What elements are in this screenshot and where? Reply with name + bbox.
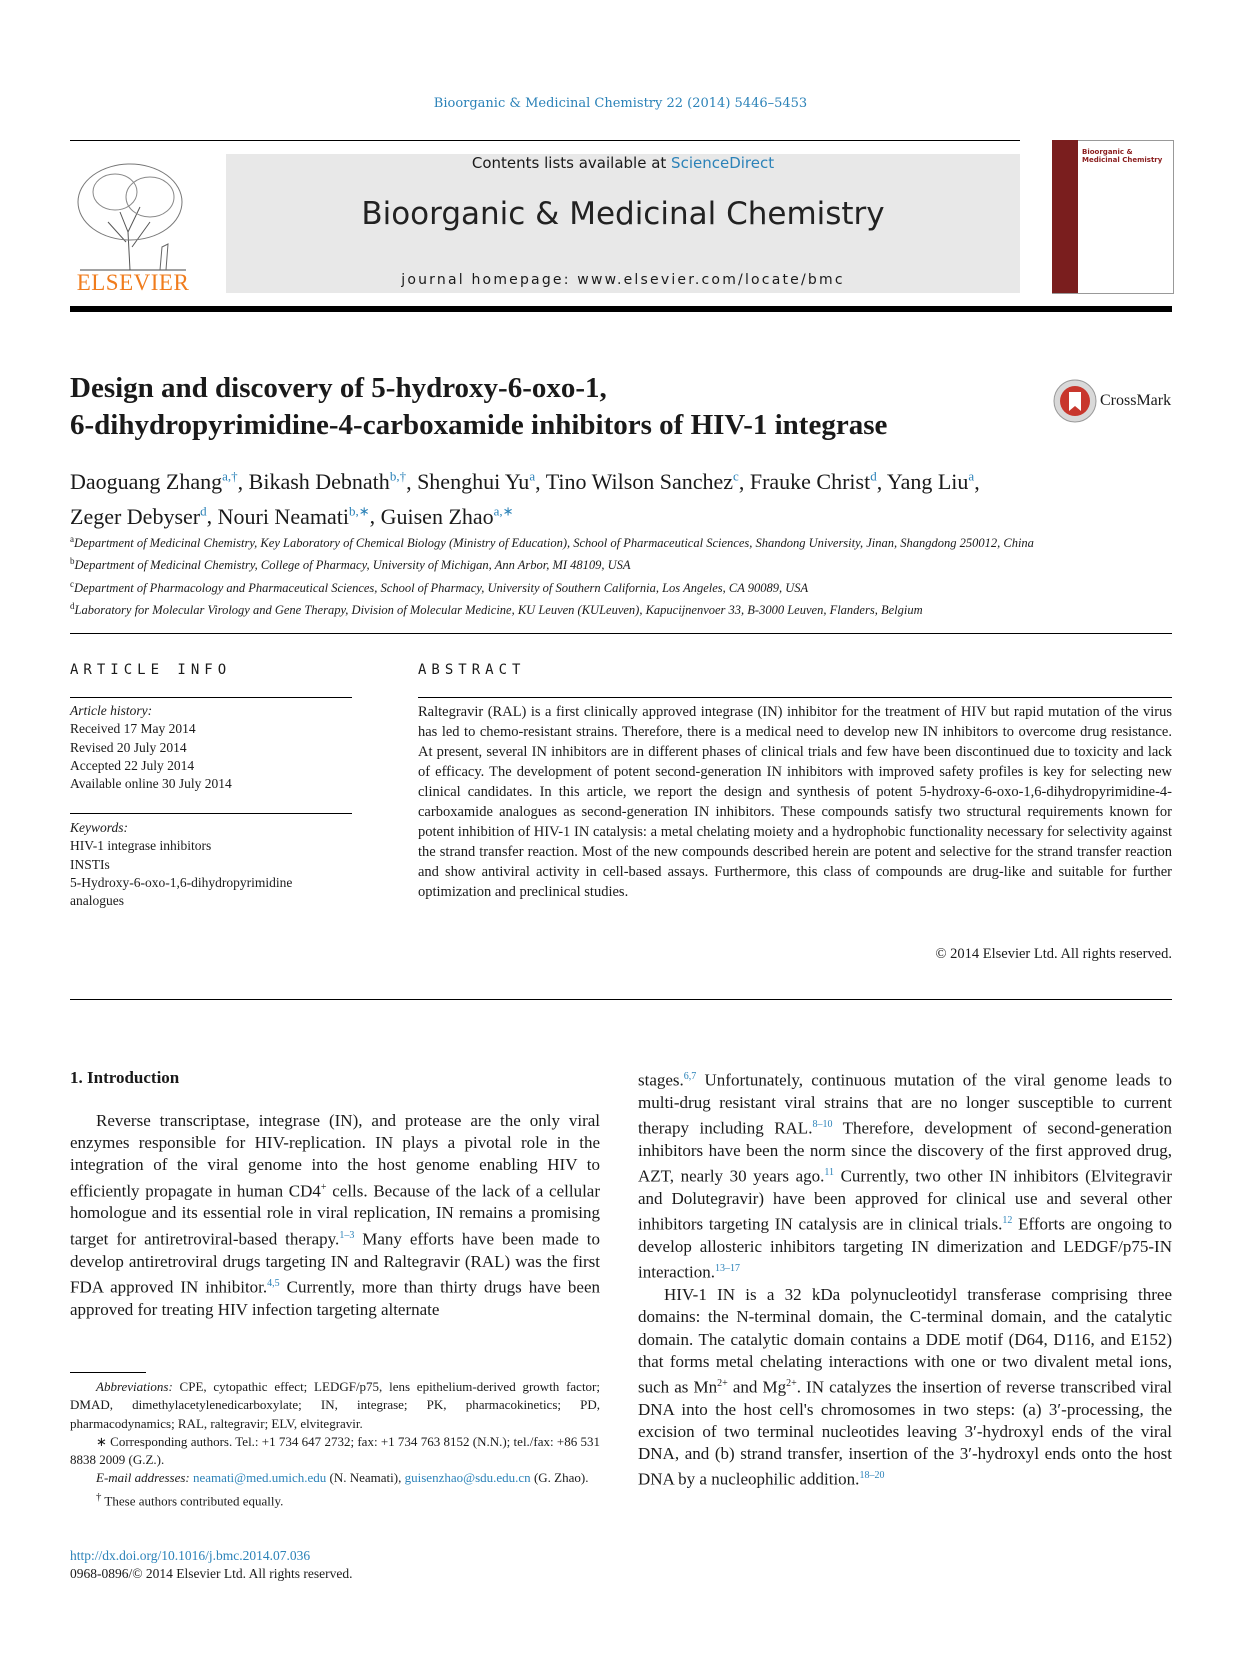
affiliation-rule	[70, 633, 1172, 634]
citation-link[interactable]: 1–3	[339, 1229, 355, 1241]
keywords	[70, 819, 352, 910]
elsevier-wordmark: ELSEVIER	[76, 270, 190, 295]
keywords-rule	[70, 813, 352, 814]
citation-link[interactable]: 18–20	[859, 1470, 885, 1482]
footnote-rule	[70, 1372, 146, 1373]
author[interactable]: Guisen Zhao$^{a,∗}$	[380, 503, 514, 529]
citation-link[interactable]: 11	[824, 1167, 835, 1179]
affiliation: $^a$Department of Medicinal Chemistry, Key Laboratory of Chemical Biology (Ministry of Education), School of Pharmaceutical Sciences, Shandong University, Jinan, Shangdong 250012, China	[70, 534, 1034, 551]
history-item: Accepted 22 July 2014	[70, 757, 195, 773]
history-item: Received 17 May 2014	[70, 721, 196, 737]
author[interactable]: Nouri Neamati$^{b,∗}$	[217, 503, 370, 529]
abstract-copyright: © 2014 Elsevier Ltd. All rights reserved.	[935, 946, 1172, 962]
article-history-label: Article history:	[70, 703, 153, 718]
cover-spine	[1052, 140, 1078, 293]
citation-link[interactable]: 12	[1002, 1215, 1013, 1227]
author-list: Daoguang Zhang$^{a,\dagger}$, Bikash Debnath$^{b,\dagger}$, Shenghui Yu$^a$, Tino Wilson Sanchez$^c$, Frauke Christ$^d$, Yang Liu$^a$, Zeger Debyser$^d$, Nouri Neamati$^{b,∗}$, Guisen Zhao$^{a,∗}$	[70, 469, 980, 529]
contents-line	[226, 154, 1020, 172]
footnotes	[70, 1378, 600, 1510]
author[interactable]: Frauke Christ$^d$	[749, 469, 877, 495]
doi-link[interactable]: http://dx.doi.org/10.1016/j.bmc.2014.07.036	[70, 1548, 311, 1563]
author[interactable]: Zeger Debyser$^d$	[70, 503, 207, 529]
contents-prefix: Contents lists available at	[471, 154, 672, 172]
email-link[interactable]: guisenzhao@sdu.edu.cn	[404, 1470, 531, 1486]
issn-line: 0968-0896/© 2014 Elsevier Ltd. All rights reserved.	[70, 1566, 353, 1581]
intro-paragraph: HIV-1 IN is a 32 kDa polynucleotidyl transferase comprising three domains: the N-terminal domain, the C-terminal domain, and the catalytic domain. The catalytic domain contains a DDE motif (D64, D116, and E152) that forms metal chelating interactions with one or two divalent metal ions, such as $Mn^{2+}$ and $Mg^{2+}$. IN catalyzes the insertion of reverse transcribed viral DNA into the host cell's chromosomes in two steps: (a) 3′-processing, the excision of two terminal nucleotides leaving 3′-hydroxyl ends of the viral DNA, and (b) strand transfer, insertion of the 3′-hydroxyl ends onto the host DNA by a nucleophilic addition.$^{18-20}$	[638, 1285, 1172, 1490]
citation-link[interactable]: 6,7	[683, 1071, 697, 1082]
author[interactable]: Yang Liu$^a$	[886, 469, 975, 495]
crossmark-label[interactable]: CrossMark	[1100, 392, 1172, 409]
affiliation: $^d$Laboratory for Molecular Virology and Gene Therapy, Division of Molecular Medicine, KU Leuven (KULeuven), Kapucijnenvoer 33, B-3000 Leuven, Flanders, Belgium	[70, 601, 923, 618]
email-link[interactable]: neamati@med.umich.edu	[193, 1470, 327, 1486]
journal-reference[interactable]: Bioorganic & Medicinal Chemistry 22 (2014) 5446–5453	[433, 96, 808, 111]
article-info-rule	[70, 697, 352, 698]
author[interactable]: Daoguang Zhang$^{a,\dagger}$	[70, 469, 238, 495]
citation-link[interactable]: 8–10	[812, 1119, 833, 1131]
keywords-label: Keywords:	[70, 820, 128, 835]
article-title	[70, 370, 1030, 444]
section-heading-introduction: 1. Introduction	[70, 1068, 180, 1087]
citation-link[interactable]: 13–17	[714, 1263, 740, 1275]
cover-title: Bioorganic & Medicinal Chemistry	[1082, 148, 1163, 164]
affiliations	[70, 530, 1172, 619]
journal-name: Bioorganic & Medicinal Chemistry	[361, 196, 885, 232]
abstract-heading: ABSTRACT	[418, 662, 526, 678]
sciencedirect-link[interactable]: ScienceDirect	[671, 154, 775, 172]
article-info-heading: ARTICLE INFO	[70, 662, 232, 678]
intro-paragraph: stages.$^{6,7}$ Unfortunately, continuous mutation of the viral genome leads to multi-drug resistant viral strains that are no longer susceptible to current therapy including RAL.$^{8-10}$ Therefore, development of second-generation inhibitors have been the norm since the discovery of the first approved drug, AZT, nearly 30 years ago.$^{11}$ Currently, two other IN inhibitors (Elvitegravir and Dolutegravir) have been approved for clinical use and several other inhibitors targeting IN catalysis are in clinical trials.$^{12}$ Efforts are ongoing to develop allosteric inhibitors targeting IN dimerization and LEDGF/p75-IN interaction.$^{13-17}$	[638, 1070, 1173, 1282]
intro-paragraph: Reverse transcriptase, integrase (IN), and protease are the only viral enzymes responsible for HIV-replication. IN plays a pivotal role in the integration of the viral genome into the host genome enabling HIV to efficiently propagate in human CD4+ cells. Because of the lack of a cellular homologue and its essential role in viral replication, IN remains a promising target for antiretroviral-based therapy.$^{1-3}$ Many efforts have been made to develop antiretroviral drugs targeting IN and Raltegravir (RAL) was the first FDA approved IN inhibitor.$^{4,5}$ Currently, more than thirty drugs have been approved for treating HIV infection targeting alternate	[70, 1111, 600, 1319]
title-line-1: Design and discovery of 5-hydroxy-6-oxo-1,	[70, 372, 607, 404]
citation-link[interactable]: 4,5	[267, 1277, 280, 1289]
abstract-text: Raltegravir (RAL) is a first clinically approved integrase (IN) inhibitor for the treatment of HIV but rapid mutation of the virus has led to chemo-resistant strains. Therefore, there is a medical need to develop new IN inhibitors to overcome drug resistance. At present, several IN inhibitors are in different phases of clinical trials and few have been discontinued due to toxicity and lack of efficacy. The development of potent second-generation IN inhibitors with improved safety profiles is key for selecting new clinical candidates. In this article, we report the design and synthesis of potent 5-hydroxy-6-oxo-1,6-dihydropyrimidine-4-carboxamide analogues as second-generation IN inhibitors. These compounds satisfy two structural requirements known for potent inhibition of HIV-1 IN catalysis: a metal chelating moiety and a hydrophobic functionality necessary for selectivity against the strand transfer reaction. Most of the new compounds described herein are potent and selective for the strand transfer reaction and show antiviral activity in cell-based assays. Furthermore, this class of compounds are drug-like and suitable for further optimization and preclinical studies.	[418, 704, 1172, 900]
history-item: Available online 30 July 2014	[70, 776, 232, 792]
article-history	[70, 702, 352, 793]
affiliation: $^b$Department of Medicinal Chemistry, College of Pharmacy, University of Michigan, Ann Arbor, MI 48109, USA	[70, 556, 631, 573]
title-line-2: 6-dihydropyrimidine-4-carboxamide inhibitors of HIV-1 integrase	[70, 409, 888, 441]
affiliation: $^c$Department of Pharmacology and Pharmaceutical Sciences, School of Pharmacy, University of Southern California, Los Angeles, CA 90089, USA	[70, 578, 809, 595]
footnote-emails: E-mail addresses: neamati@med.umich.edu (N. Neamati), guisenzhao@sdu.edu.cn (G. Zhao).	[96, 1470, 589, 1486]
keyword: HIV-1 integrase inhibitors	[70, 838, 212, 854]
author[interactable]: Bikash Debnath$^{b,\dagger}$	[248, 469, 407, 495]
author[interactable]: Tino Wilson Sanchez$^c$	[545, 469, 739, 495]
abstract-bottom-rule	[70, 999, 1172, 1000]
footnote-equal-contribution: † These authors contributed equally.	[96, 1490, 284, 1509]
header-rule	[70, 140, 1020, 141]
intro-right-column	[638, 1066, 1172, 1491]
intro-left-column	[70, 1110, 600, 1321]
footnote-corresponding: ∗ Corresponding authors. Tel.: +1 734 647 2732; fax: +1 734 763 8152 (N.N.); tel./fax: +86 531 8838 2009 (G.Z.).	[70, 1433, 600, 1468]
header-thick-rule	[70, 306, 1172, 312]
author[interactable]: Shenghui Yu$^a$	[417, 469, 536, 495]
keyword: 5-Hydroxy-6-oxo-1,6-dihydropyrimidine	[70, 874, 293, 890]
footnote-abbreviations: Abbreviations: CPE, cytopathic effect; LEDGF/p75, lens epithelium-derived growth factor; DMAD, dimethylacetylenedicarboxylate; IN, integrase; PK, pharmacokinetics; PD, pharmacodynamics; RAL, raltegravir; ELV, elvitegravir.	[70, 1379, 600, 1431]
journal-homepage[interactable]: journal homepage: www.elsevier.com/locate/bmc	[401, 272, 845, 288]
keyword: INSTIs	[70, 856, 110, 872]
history-item: Revised 20 July 2014	[70, 739, 187, 755]
crossmark-icon[interactable]	[1052, 378, 1098, 424]
abstract-rule	[418, 697, 1172, 698]
keyword: analogues	[70, 893, 124, 909]
